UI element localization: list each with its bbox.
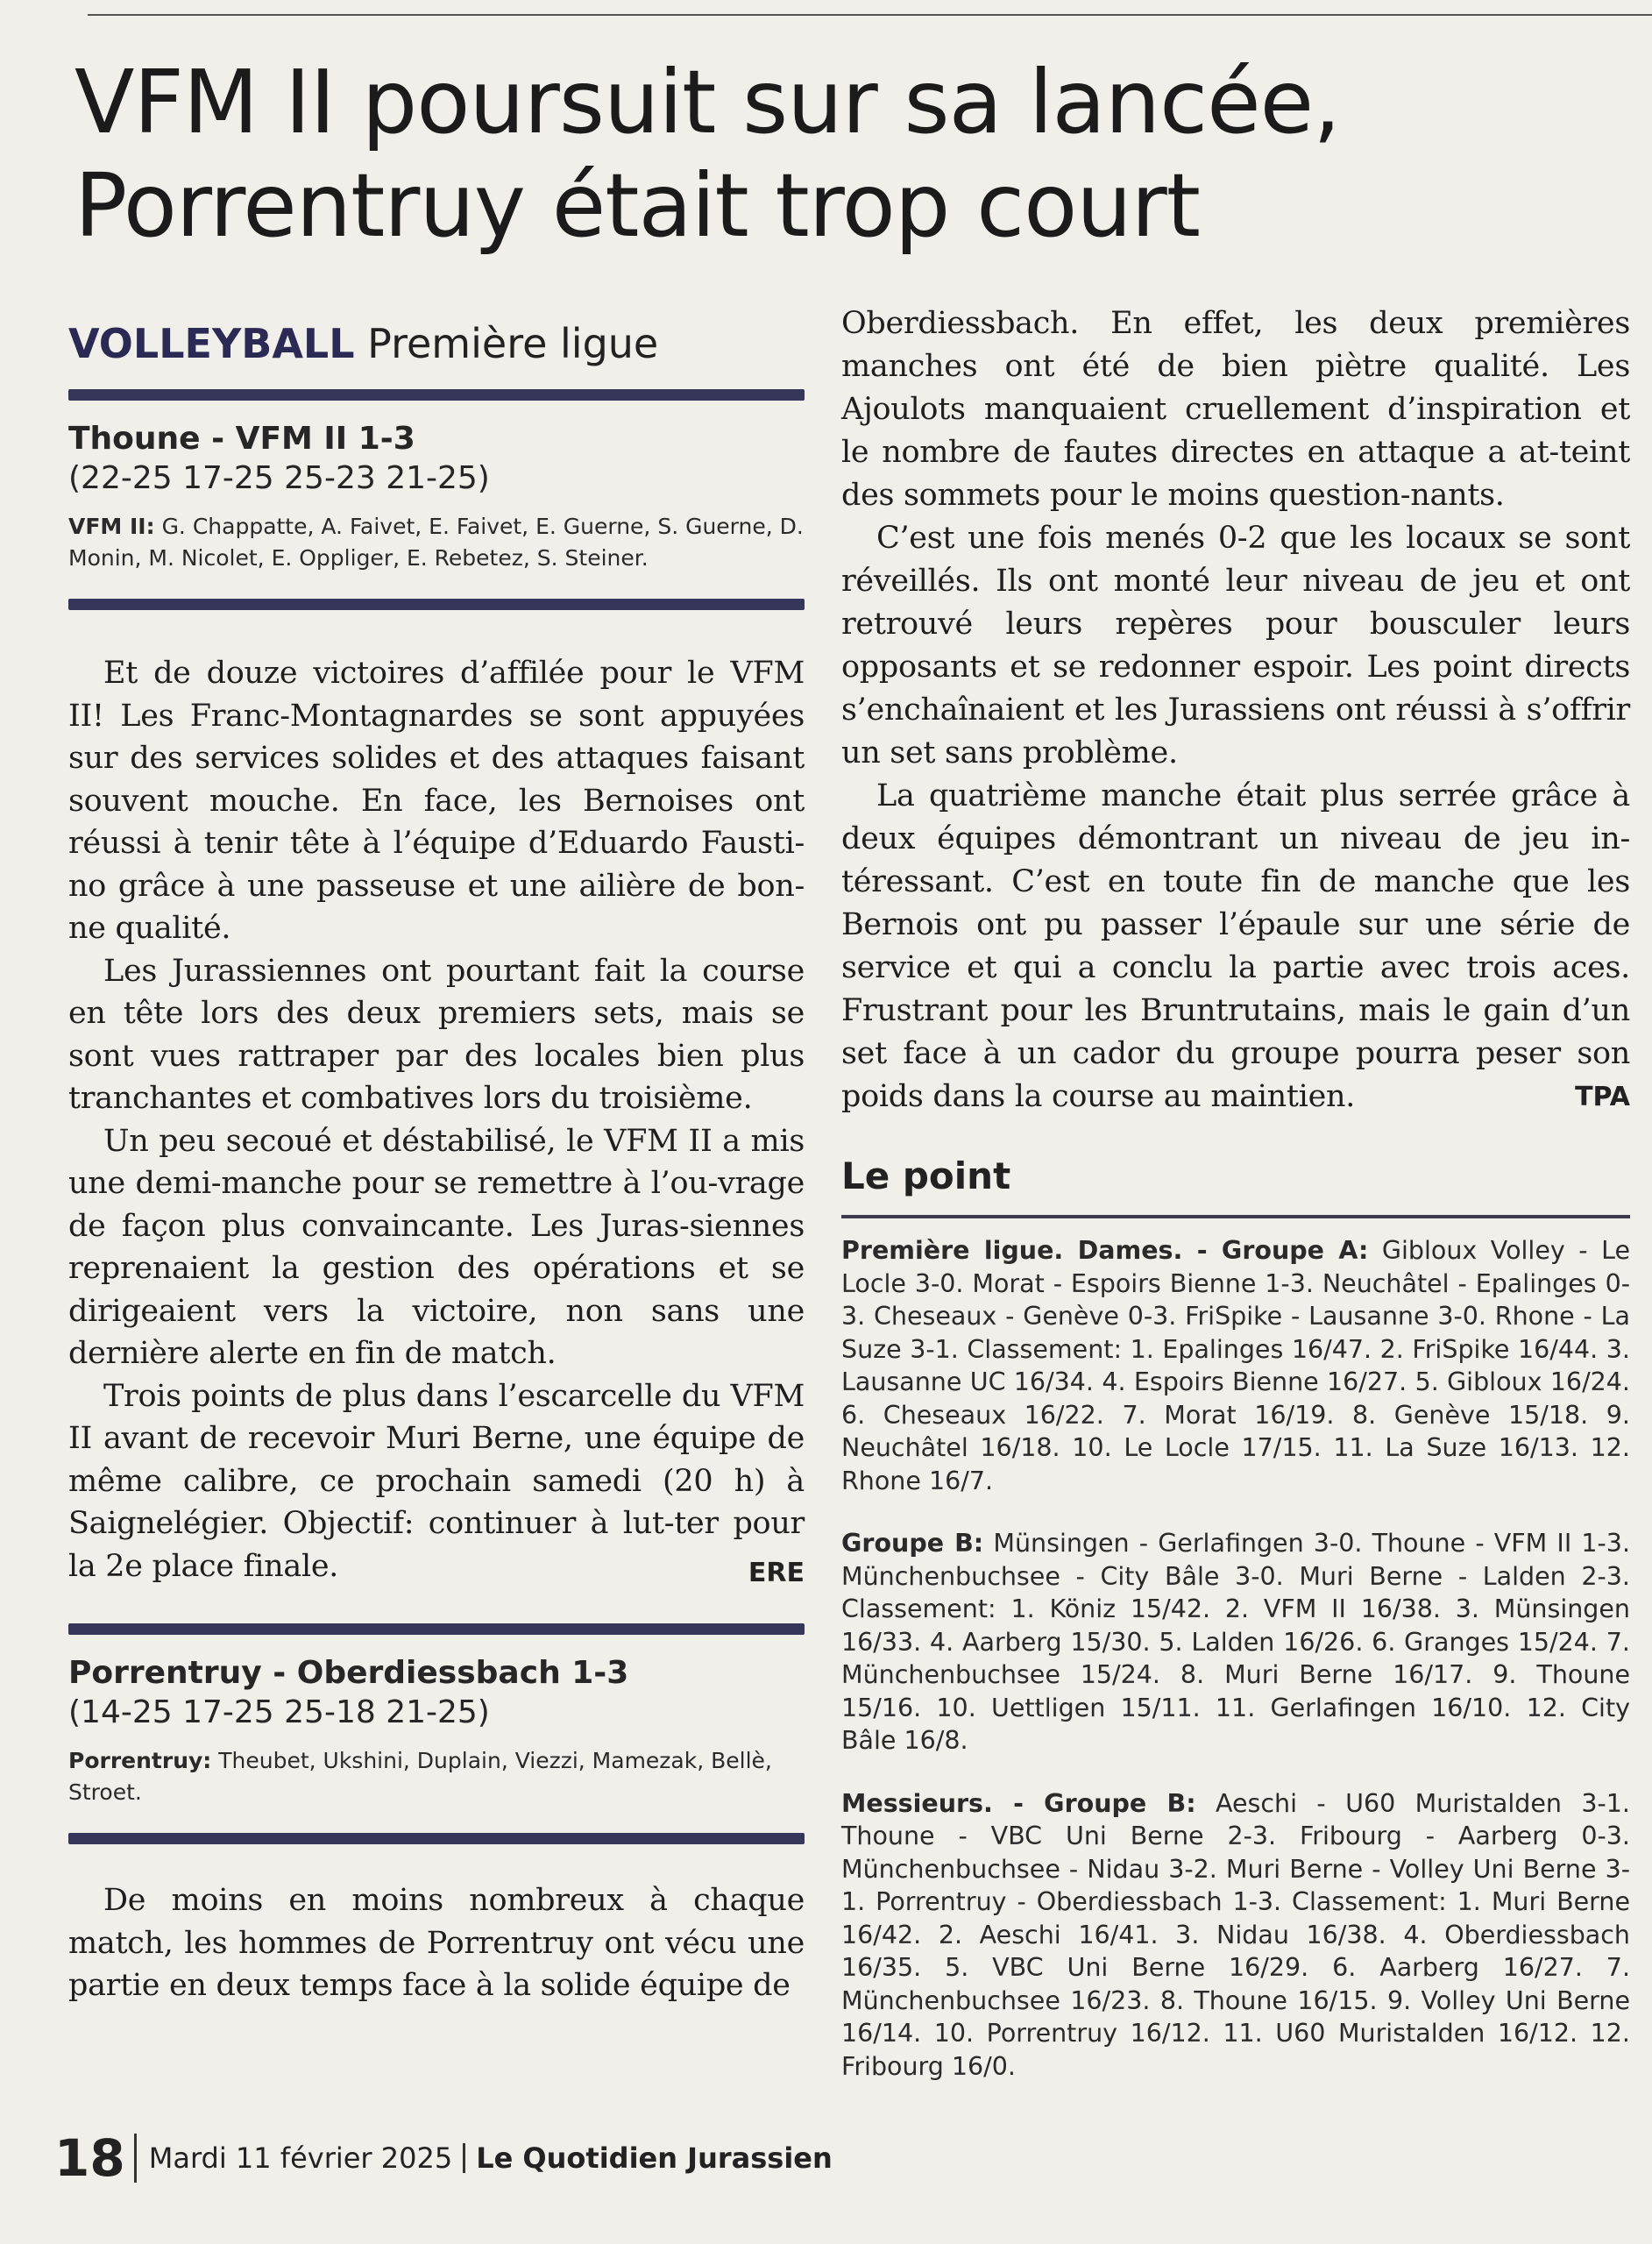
lineup-team: VFM II: (68, 514, 155, 539)
paragraph: Oberdiessbach. En effet, les deux premières manches ont été de bien piètre qualité. Les Ajoulots manquaient cruellement d’inspiration et le nombre de fautes directes en attaque a at-teint des sommets pour le moins question-nants. (841, 306, 1630, 513)
newspaper-name: Le Quotidien Jurassien (476, 2141, 833, 2175)
match-box-thoune (68, 420, 805, 574)
results-block (841, 1527, 1630, 1758)
results-block (841, 1787, 1630, 2084)
team-lineup (68, 511, 805, 574)
top-rule (88, 14, 1652, 16)
lineup-players: Theubet, Ukshini, Duplain, Viezzi, Mamezak, Bellè, Stroet. (68, 1748, 772, 1805)
article-porrentruy-continued (841, 302, 1630, 1112)
results-label: Première ligue. Dames. - Groupe A: (841, 1236, 1369, 1265)
paragraph: Les Jurassiennes ont pourtant fait la course en tête lors des deux premiers sets, mais se sont vues rattraper par des locales bien plus tranchantes et combatives lors du troisième. (68, 953, 805, 1116)
lineup-team: Porrentruy: (68, 1748, 212, 1773)
results-block (841, 1234, 1630, 1497)
divider (68, 599, 805, 610)
results-label: Groupe B: (841, 1529, 984, 1558)
match-title: Thoune - VFM II 1-3 (68, 421, 415, 457)
rubric-league: Première ligue (367, 320, 659, 367)
results-label: Messieurs. - Groupe B: (841, 1788, 1196, 1818)
footer-divider (463, 2143, 465, 2173)
team-lineup (68, 1745, 805, 1808)
paragraph: De moins en moins nombreux à chaque match, les hommes de Porrentruy ont vécu une partie en deux temps face à la solide équipe de (68, 1883, 805, 2003)
page-number: 18 (54, 2128, 125, 2188)
author-signature: TPA (1575, 1082, 1630, 1112)
article-porrentruy-start (68, 1879, 805, 2007)
results-text: Gibloux Volley - Le Locle 3-0. Morat - Espoirs Bienne 1-3. Neuchâtel - Epalinges 0-3. Cheseaux - Genève 0-3. FriSpike - Lausanne 3-0. Rhone - La Suze 3-1. Classement: 1. Epalinges 16/47. 2. FriSpike 16/44. 3. Lausanne UC 16/34. 4. Espoirs Bienne 16/27. 5. Gibloux 16/24. 6. Cheseaux 16/22. 7. Morat 16/19. 8. Genève 15/18. 9. Neuchâtel 16/18. 10. Le Locle 17/15. 11. La Suze 16/13. 12. Rhone 16/7. (841, 1236, 1631, 1495)
divider (68, 1623, 805, 1635)
results-text: Münsingen - Gerlafingen 3-0. Thoune - VFM II 1-3. Münchenbuchsee - City Bâle 3-0. Muri Berne - Lalden 2-3. Classement: 1. Köniz 15/42. 2. VFM II 16/38. 3. Münsingen 16/33. 4. Aarberg 15/30. 5. Lalden 16/26. 6. Granges 15/24. 7. Münchenbuchsee 15/24. 8. Muri Berne 16/17. 9. Thoune 15/16. 10. Uettligen 15/11. 11. Gerlafingen 16/10. 12. City Bâle 16/8. (841, 1529, 1630, 1755)
left-column (68, 309, 805, 2007)
paragraph: C’est une fois menés 0-2 que les locaux se sont réveillés. Ils ont monté leur niveau de jeu et ont retrouvé leurs repères pour bousculer leurs opposants et se redonner espoir. Les point directs s’enchaînaient et les Jurassiens ont réussi à s’offrir un set sans problème. (841, 521, 1630, 770)
match-sets: (22-25 17-25 25-23 21-25) (68, 460, 490, 496)
right-column (841, 302, 1630, 2113)
paragraph: Un peu secoué et déstabilisé, le VFM II a mis une demi-manche pour se remettre à l’ou-vrage de façon plus convaincante. Les Juras-siennes reprenaient la gestion des opérations et se dirigeaient vers la victoire, non sans une dernière alerte en fin de match. (68, 1123, 805, 1371)
article-headline: VFM II poursuit sur sa lancée, Porrentruy était trop court (74, 51, 1340, 257)
author-signature: ERE (748, 1558, 805, 1588)
results-heading: Le point (841, 1154, 1011, 1197)
match-box-porrentruy (68, 1654, 805, 1808)
paragraph: La quatrième manche était plus serrée grâce à deux équipes démontrant un niveau de jeu in-téressant. C’est en toute fin de manche que les Bernois ont pu passer l’épaule sur une série de service et qui a conclu la partie avec trois aces. Frustrant pour les Bruntrutains, mais le gain d’un set face à un cador du groupe pourra peser son poids dans la course au maintien. (841, 778, 1630, 1114)
paragraph: Et de douze victoires d’affilée pour le VFM II! Les Franc-Montagnardes se sont appuyées sur des services solides et des attaques faisant souvent mouche. En face, les Bernoises ont réussi à tenir tête à l’équipe d’Eduardo Fausti-no grâce à une passeuse et une ailière de bon-ne qualité. (68, 656, 805, 946)
divider (68, 389, 805, 401)
paragraph: Trois points de plus dans l’escarcelle du VFM II avant de recevoir Muri Berne, une équipe de même calibre, ce prochain samedi (20 h) à Saignelégier. Objectif: continuer à lut-ter pour la 2e place finale. (68, 1378, 805, 1584)
footer-divider (134, 2134, 137, 2183)
article-vfm (68, 652, 805, 1588)
publication-date: Mardi 11 février 2025 (148, 2141, 453, 2175)
page-footer (54, 2128, 833, 2188)
lineup-players: G. Chappatte, A. Faivet, E. Faivet, E. Guerne, S. Guerne, D. Monin, M. Nicolet, E. Oppliger, E. Rebetez, S. Steiner. (68, 514, 804, 571)
match-sets: (14-25 17-25 25-18 21-25) (68, 1694, 490, 1730)
match-title: Porrentruy - Oberdiessbach 1-3 (68, 1655, 629, 1691)
divider (841, 1215, 1630, 1218)
results-text: Aeschi - U60 Muristalden 3-1. Thoune - VBC Uni Berne 2-3. Fribourg - Aarberg 0-3. Münchenbuchsee - Nidau 3-2. Muri Berne - Volley Uni Berne 3-1. Porrentruy - Oberdiessbach 1-3. Classement: 1. Muri Berne 16/42. 2. Aeschi 16/41. 3. Nidau 16/38. 4. Oberdiessbach 16/35. 5. VBC Uni Berne 16/29. 6. Aarberg 16/27. 7. Münchenbuchsee 16/23. 8. Thoune 16/15. 9. Volley Uni Berne 16/14. 10. Porrentruy 16/12. 11. U60 Muristalden 16/12. 12. Fribourg 16/0. (841, 1788, 1630, 2081)
rubric-sport: VOLLEYBALL (68, 320, 355, 367)
divider (68, 1833, 805, 1844)
section-rubric (68, 319, 805, 368)
